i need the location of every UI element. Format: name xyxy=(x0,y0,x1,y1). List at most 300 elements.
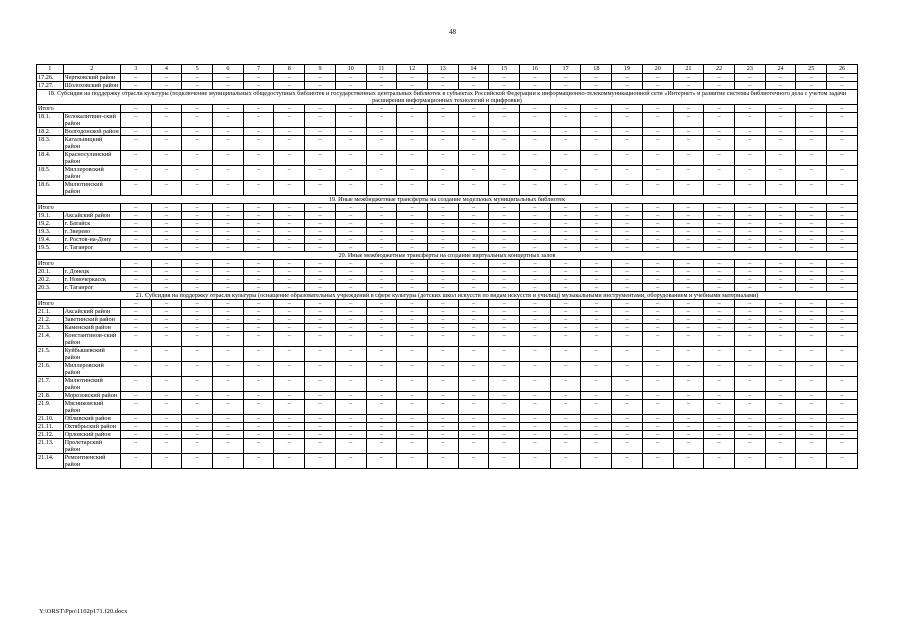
value-cell: – xyxy=(642,324,673,332)
value-cell: – xyxy=(243,316,274,324)
value-cell: – xyxy=(213,204,244,212)
value-cell: – xyxy=(550,128,581,136)
value-cell: – xyxy=(213,308,244,316)
value-cell: – xyxy=(305,82,336,90)
value-cell: – xyxy=(550,228,581,236)
value-cell: – xyxy=(612,377,643,392)
value-cell: – xyxy=(335,308,366,316)
value-cell: – xyxy=(335,82,366,90)
value-cell: – xyxy=(765,244,796,252)
table-row xyxy=(37,377,858,392)
value-cell: – xyxy=(151,82,182,90)
value-cell: – xyxy=(335,284,366,292)
value-cell: – xyxy=(427,431,458,439)
table-row xyxy=(37,236,858,244)
row-name: Ремонтненский район xyxy=(63,454,120,469)
value-cell: – xyxy=(213,74,244,82)
value-cell: – xyxy=(520,415,551,423)
value-cell: – xyxy=(458,300,489,308)
value-cell: – xyxy=(704,439,735,454)
value-cell: – xyxy=(397,268,428,276)
value-cell: – xyxy=(213,82,244,90)
value-cell: – xyxy=(581,431,612,439)
value-cell: – xyxy=(243,308,274,316)
row-name: г. Таганрог xyxy=(63,244,120,252)
value-cell: – xyxy=(182,316,213,324)
table-row xyxy=(37,431,858,439)
value-cell: – xyxy=(520,276,551,284)
value-cell: – xyxy=(642,212,673,220)
value-cell: – xyxy=(827,454,858,469)
row-number: 19.2. xyxy=(37,220,64,228)
value-cell: – xyxy=(581,204,612,212)
value-cell: – xyxy=(765,204,796,212)
value-cell: – xyxy=(305,244,336,252)
value-cell: – xyxy=(243,347,274,362)
value-cell: – xyxy=(151,347,182,362)
value-cell: – xyxy=(520,332,551,347)
value-cell: – xyxy=(581,236,612,244)
value-cell: – xyxy=(335,74,366,82)
budget-table xyxy=(36,64,858,469)
value-cell: – xyxy=(704,82,735,90)
value-cell: – xyxy=(581,105,612,113)
value-cell: – xyxy=(151,228,182,236)
value-cell: – xyxy=(305,400,336,415)
value-cell: – xyxy=(550,220,581,228)
value-cell: – xyxy=(734,220,765,228)
value-cell: – xyxy=(427,316,458,324)
value-cell: – xyxy=(642,392,673,400)
value-cell: – xyxy=(305,136,336,151)
value-cell: – xyxy=(458,212,489,220)
value-cell: – xyxy=(796,377,827,392)
value-cell: – xyxy=(305,431,336,439)
value-cell: – xyxy=(765,454,796,469)
value-cell: – xyxy=(704,332,735,347)
value-cell: – xyxy=(642,105,673,113)
value-cell: – xyxy=(274,316,305,324)
value-cell: – xyxy=(550,260,581,268)
value-cell: – xyxy=(274,204,305,212)
value-cell: – xyxy=(151,113,182,128)
table-row xyxy=(37,113,858,128)
value-cell: – xyxy=(489,308,520,316)
value-cell: – xyxy=(612,236,643,244)
value-cell: – xyxy=(366,362,397,377)
value-cell: – xyxy=(366,316,397,324)
value-cell: – xyxy=(612,316,643,324)
value-cell: – xyxy=(734,454,765,469)
value-cell: – xyxy=(827,392,858,400)
value-cell: – xyxy=(796,136,827,151)
value-cell: – xyxy=(642,439,673,454)
value-cell: – xyxy=(274,284,305,292)
value-cell: – xyxy=(213,128,244,136)
value-cell: – xyxy=(335,454,366,469)
value-cell: – xyxy=(765,431,796,439)
value-cell: – xyxy=(305,128,336,136)
value-cell: – xyxy=(796,431,827,439)
value-cell: – xyxy=(213,228,244,236)
row-number: 21.1. xyxy=(37,308,64,316)
value-cell: – xyxy=(796,415,827,423)
value-cell: – xyxy=(796,244,827,252)
value-cell: – xyxy=(796,332,827,347)
value-cell: – xyxy=(182,454,213,469)
value-cell: – xyxy=(520,244,551,252)
row-number: 21.5. xyxy=(37,347,64,362)
value-cell: – xyxy=(335,260,366,268)
value-cell: – xyxy=(366,400,397,415)
value-cell: – xyxy=(550,431,581,439)
value-cell: – xyxy=(243,113,274,128)
value-cell: – xyxy=(612,204,643,212)
value-cell: – xyxy=(458,181,489,196)
value-cell: – xyxy=(612,439,643,454)
value-cell: – xyxy=(612,181,643,196)
value-cell: – xyxy=(151,236,182,244)
column-header: 15 xyxy=(489,65,520,74)
value-cell: – xyxy=(642,244,673,252)
row-name: Милютинский район xyxy=(63,181,120,196)
value-cell: – xyxy=(827,362,858,377)
row-name: Аксайский район xyxy=(63,308,120,316)
value-cell: – xyxy=(673,454,704,469)
value-cell: – xyxy=(243,454,274,469)
value-cell: – xyxy=(489,113,520,128)
value-cell: – xyxy=(458,244,489,252)
value-cell: – xyxy=(397,431,428,439)
value-cell: – xyxy=(673,284,704,292)
value-cell: – xyxy=(213,423,244,431)
value-cell: – xyxy=(827,415,858,423)
value-cell: – xyxy=(427,439,458,454)
value-cell: – xyxy=(458,454,489,469)
value-cell: – xyxy=(673,228,704,236)
value-cell: – xyxy=(427,454,458,469)
value-cell: – xyxy=(120,316,151,324)
value-cell: – xyxy=(243,212,274,220)
value-cell: – xyxy=(120,181,151,196)
value-cell: – xyxy=(274,268,305,276)
value-cell: – xyxy=(765,268,796,276)
value-cell: – xyxy=(642,316,673,324)
value-cell: – xyxy=(550,439,581,454)
value-cell: – xyxy=(120,74,151,82)
value-cell: – xyxy=(796,260,827,268)
value-cell: – xyxy=(151,400,182,415)
value-cell: – xyxy=(182,113,213,128)
value-cell: – xyxy=(120,151,151,166)
value-cell: – xyxy=(305,308,336,316)
value-cell: – xyxy=(213,260,244,268)
value-cell: – xyxy=(796,439,827,454)
value-cell: – xyxy=(734,236,765,244)
value-cell: – xyxy=(182,74,213,82)
value-cell: – xyxy=(120,212,151,220)
value-cell: – xyxy=(704,151,735,166)
value-cell: – xyxy=(612,300,643,308)
row-number: 19.4. xyxy=(37,236,64,244)
value-cell: – xyxy=(581,166,612,181)
row-name: Октябрьский район xyxy=(63,423,120,431)
value-cell: – xyxy=(427,128,458,136)
column-header: 1 xyxy=(37,65,64,74)
value-cell: – xyxy=(458,392,489,400)
value-cell: – xyxy=(612,166,643,181)
value-cell: – xyxy=(458,128,489,136)
value-cell: – xyxy=(673,244,704,252)
value-cell: – xyxy=(520,105,551,113)
row-number: 19.1. xyxy=(37,212,64,220)
value-cell: – xyxy=(550,181,581,196)
value-cell: – xyxy=(550,166,581,181)
value-cell: – xyxy=(704,431,735,439)
value-cell: – xyxy=(427,362,458,377)
value-cell: – xyxy=(458,439,489,454)
value-cell: – xyxy=(397,423,428,431)
row-number: 21.4. xyxy=(37,332,64,347)
value-cell: – xyxy=(612,284,643,292)
value-cell: – xyxy=(642,228,673,236)
value-cell: – xyxy=(151,362,182,377)
value-cell: – xyxy=(397,400,428,415)
value-cell: – xyxy=(305,166,336,181)
value-cell: – xyxy=(305,260,336,268)
value-cell: – xyxy=(673,204,704,212)
value-cell: – xyxy=(827,220,858,228)
value-cell: – xyxy=(243,400,274,415)
value-cell: – xyxy=(827,260,858,268)
table-row xyxy=(37,128,858,136)
value-cell: – xyxy=(704,74,735,82)
value-cell: – xyxy=(335,431,366,439)
table-row xyxy=(37,439,858,454)
value-cell: – xyxy=(489,300,520,308)
value-cell: – xyxy=(366,423,397,431)
value-cell: – xyxy=(581,415,612,423)
column-header: 2 xyxy=(63,65,120,74)
value-cell: – xyxy=(366,332,397,347)
value-cell: – xyxy=(673,308,704,316)
value-cell: – xyxy=(305,362,336,377)
value-cell: – xyxy=(489,105,520,113)
row-number: 18.4. xyxy=(37,151,64,166)
column-header: 5 xyxy=(182,65,213,74)
value-cell: – xyxy=(489,236,520,244)
value-cell: – xyxy=(827,204,858,212)
value-cell: – xyxy=(765,284,796,292)
value-cell: – xyxy=(704,454,735,469)
value-cell: – xyxy=(581,324,612,332)
value-cell: – xyxy=(734,316,765,324)
value-cell: – xyxy=(704,300,735,308)
section-heading: 19. Иные межбюджетные трансферты на создание модельных муниципальных библиотек xyxy=(37,196,858,204)
value-cell: – xyxy=(765,362,796,377)
value-cell: – xyxy=(274,454,305,469)
value-cell: – xyxy=(550,204,581,212)
total-label: Итого xyxy=(37,204,121,212)
value-cell: – xyxy=(734,362,765,377)
value-cell: – xyxy=(581,268,612,276)
value-cell: – xyxy=(366,415,397,423)
value-cell: – xyxy=(581,284,612,292)
value-cell: – xyxy=(550,276,581,284)
value-cell: – xyxy=(151,105,182,113)
value-cell: – xyxy=(120,284,151,292)
value-cell: – xyxy=(458,151,489,166)
value-cell: – xyxy=(673,347,704,362)
value-cell: – xyxy=(520,228,551,236)
value-cell: – xyxy=(520,136,551,151)
value-cell: – xyxy=(827,136,858,151)
value-cell: – xyxy=(642,332,673,347)
value-cell: – xyxy=(796,212,827,220)
value-cell: – xyxy=(397,166,428,181)
value-cell: – xyxy=(704,212,735,220)
value-cell: – xyxy=(335,377,366,392)
value-cell: – xyxy=(213,392,244,400)
value-cell: – xyxy=(458,136,489,151)
value-cell: – xyxy=(489,324,520,332)
value-cell: – xyxy=(366,113,397,128)
value-cell: – xyxy=(151,431,182,439)
value-cell: – xyxy=(796,284,827,292)
value-cell: – xyxy=(612,332,643,347)
value-cell: – xyxy=(581,74,612,82)
table-row xyxy=(37,220,858,228)
value-cell: – xyxy=(213,431,244,439)
value-cell: – xyxy=(274,181,305,196)
value-cell: – xyxy=(827,128,858,136)
value-cell: – xyxy=(581,332,612,347)
value-cell: – xyxy=(274,332,305,347)
value-cell: – xyxy=(765,181,796,196)
value-cell: – xyxy=(427,377,458,392)
value-cell: – xyxy=(427,308,458,316)
value-cell: – xyxy=(213,181,244,196)
table-row xyxy=(37,454,858,469)
value-cell: – xyxy=(366,220,397,228)
value-cell: – xyxy=(550,300,581,308)
value-cell: – xyxy=(182,268,213,276)
value-cell: – xyxy=(274,423,305,431)
value-cell: – xyxy=(704,284,735,292)
value-cell: – xyxy=(182,136,213,151)
value-cell: – xyxy=(182,362,213,377)
value-cell: – xyxy=(796,276,827,284)
column-header: 17 xyxy=(550,65,581,74)
value-cell: – xyxy=(366,128,397,136)
table-row xyxy=(37,400,858,415)
value-cell: – xyxy=(489,276,520,284)
value-cell: – xyxy=(489,454,520,469)
value-cell: – xyxy=(796,74,827,82)
value-cell: – xyxy=(489,423,520,431)
value-cell: – xyxy=(213,300,244,308)
column-header: 7 xyxy=(243,65,274,74)
value-cell: – xyxy=(427,260,458,268)
value-cell: – xyxy=(213,454,244,469)
value-cell: – xyxy=(458,276,489,284)
value-cell: – xyxy=(612,244,643,252)
value-cell: – xyxy=(796,236,827,244)
row-number: 20.2. xyxy=(37,276,64,284)
value-cell: – xyxy=(427,268,458,276)
value-cell: – xyxy=(120,166,151,181)
value-cell: – xyxy=(489,82,520,90)
value-cell: – xyxy=(120,260,151,268)
row-name: г. Батайск xyxy=(63,220,120,228)
value-cell: – xyxy=(520,204,551,212)
column-header: 10 xyxy=(335,65,366,74)
value-cell: – xyxy=(397,392,428,400)
value-cell: – xyxy=(182,377,213,392)
value-cell: – xyxy=(581,151,612,166)
value-cell: – xyxy=(796,151,827,166)
value-cell: – xyxy=(274,244,305,252)
value-cell: – xyxy=(520,128,551,136)
table-row xyxy=(37,415,858,423)
value-cell: – xyxy=(274,236,305,244)
value-cell: – xyxy=(489,400,520,415)
value-cell: – xyxy=(642,268,673,276)
value-cell: – xyxy=(120,362,151,377)
value-cell: – xyxy=(765,392,796,400)
value-cell: – xyxy=(151,308,182,316)
header-row xyxy=(37,65,858,74)
value-cell: – xyxy=(581,113,612,128)
value-cell: – xyxy=(427,181,458,196)
value-cell: – xyxy=(120,400,151,415)
value-cell: – xyxy=(704,316,735,324)
value-cell: – xyxy=(520,362,551,377)
value-cell: – xyxy=(673,300,704,308)
value-cell: – xyxy=(335,105,366,113)
value-cell: – xyxy=(366,300,397,308)
value-cell: – xyxy=(458,105,489,113)
value-cell: – xyxy=(581,244,612,252)
value-cell: – xyxy=(213,244,244,252)
table-row xyxy=(37,166,858,181)
value-cell: – xyxy=(642,128,673,136)
table-row xyxy=(37,392,858,400)
value-cell: – xyxy=(182,276,213,284)
value-cell: – xyxy=(827,324,858,332)
value-cell: – xyxy=(581,300,612,308)
column-header: 18 xyxy=(581,65,612,74)
table-row xyxy=(37,268,858,276)
value-cell: – xyxy=(550,415,581,423)
value-cell: – xyxy=(243,423,274,431)
value-cell: – xyxy=(151,74,182,82)
row-number: 21.14. xyxy=(37,454,64,469)
value-cell: – xyxy=(520,400,551,415)
column-header: 11 xyxy=(366,65,397,74)
value-cell: – xyxy=(427,276,458,284)
value-cell: – xyxy=(673,431,704,439)
value-cell: – xyxy=(704,324,735,332)
value-cell: – xyxy=(366,284,397,292)
value-cell: – xyxy=(673,400,704,415)
value-cell: – xyxy=(550,362,581,377)
value-cell: – xyxy=(520,454,551,469)
row-number: 21.6. xyxy=(37,362,64,377)
value-cell: – xyxy=(550,316,581,324)
value-cell: – xyxy=(397,284,428,292)
value-cell: – xyxy=(182,204,213,212)
